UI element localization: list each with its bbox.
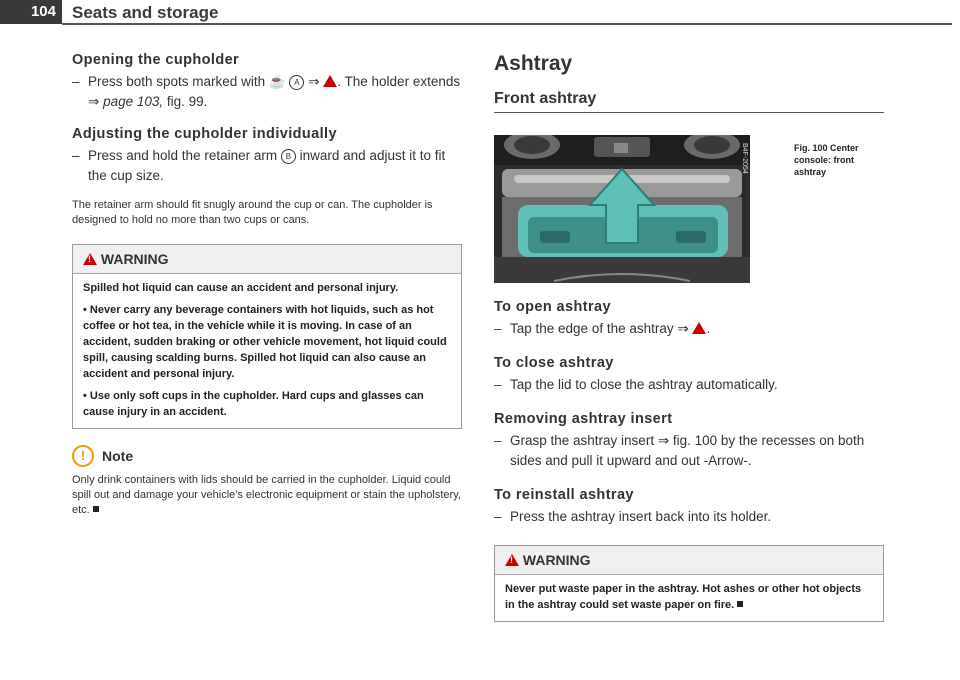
heading-close-ashtray: To close ashtray [494,355,614,371]
figure-reference: fig. 99. [163,94,208,109]
warning-body [73,274,461,428]
step-text-post: inward and adjust it to fit the cup size. [88,148,446,183]
heading-reinstall-ashtray: To reinstall ashtray [494,487,634,503]
note-text-content: Only drink containers with lids should be carried in the cupholder. Liquid could spill out and damage your vehicle's electronic equipment or stain the upholstery, etc. [72,474,461,516]
warning-body [495,575,883,621]
bullet-icon: • [83,304,90,316]
end-square-icon [737,601,743,607]
dash: – [494,321,502,336]
dash: – [72,148,80,163]
section-title: Seats and storage [72,3,219,22]
bullet-icon: • [83,390,90,402]
retainer-paragraph: The retainer arm should fit snugly around the cup or can. The cupholder is designed to hold no more than two cups or cans. [72,199,433,226]
warning-header [495,546,883,575]
cup-icon: ☕ [268,74,286,89]
dash: – [72,74,80,89]
page-reference-link[interactable]: page 103, [103,94,164,109]
warning-bullet-text: Never carry any beverage containers with hot liquids, such as hot coffee or hot tea, in the vehicle while it is moving. In case of an accident, sudden braking or other vehicle movement, hot liquid could spill, causing scalding burns. Spilled hot liquid can also cause an accident and personal injury. [83,304,447,380]
warning-title: WARNING [522,552,591,568]
left-column [72,52,462,518]
arrow-icon: ⇒ [677,321,689,336]
warning-text-content: Never put waste paper in the ashtray. Hot ashes or other hot objects in the ashtray could set waste paper on fire. [505,583,862,611]
arrow-icon: ⇒ [308,74,320,89]
step-text-post: . The holder extends [337,74,461,89]
step-text: Press the ashtray insert back into its holder. [510,509,772,524]
ashtray-illustration [494,135,750,283]
dash: – [494,509,502,524]
step-text: Grasp the ashtray insert ⇒ fig. 100 by the recesses on both sides and pull it upward and out -Arrow-. [510,433,865,468]
heading-remove-insert: Removing ashtray insert [494,411,673,427]
step-close-ashtray [494,375,884,395]
dash: – [494,433,502,448]
warning-bullet [83,302,451,382]
warning-header [73,245,461,274]
circle-a-label: A [289,75,304,90]
heading-front-ashtray: Front ashtray [494,90,884,113]
step-remove-insert [494,431,884,471]
dash: – [494,377,502,392]
page-number: 104 [0,0,62,24]
note-text [72,473,462,518]
step-text: Tap the lid to close the ashtray automatically. [510,377,778,392]
end-square-icon [93,506,99,512]
warning-text [505,581,873,613]
heading-adjusting-cupholder: Adjusting the cupholder individually [72,126,337,142]
circle-b-label: B [281,149,296,164]
ashtray-warning-box [494,545,884,622]
figure-code: B4F-2054 [741,143,748,174]
note-icon: ! [72,445,94,467]
warning-bullet [83,388,451,420]
step-text: Press both spots marked with [88,74,266,89]
warning-triangle-icon [83,253,97,265]
note-title: Note [102,448,134,464]
step-adjust-cupholder [72,146,462,186]
warning-triangle-icon [505,554,519,566]
warning-lead: Spilled hot liquid can cause an accident and personal injury. [83,282,399,294]
heading-opening-cupholder: Opening the cupholder [72,52,240,68]
right-column [494,52,884,622]
step-open-cupholder [72,72,462,112]
note-header [72,445,462,467]
step-text: Press and hold the retainer arm [88,148,278,163]
step-open-ashtray: – Tap the edge of the ashtray ⇒ ! . [494,319,884,339]
step-reinstall-ashtray [494,507,884,527]
ashtray-figure [494,135,750,283]
warning-bullet-text: Use only soft cups in the cupholder. Hard cups and glasses can cause injury in an accident. [83,390,424,418]
warning-triangle-icon [323,75,337,87]
header-rule [62,23,952,25]
step-text: Tap the edge of the ashtray [510,321,674,336]
heading-ashtray: Ashtray [494,52,573,75]
warning-title: WARNING [100,251,169,267]
heading-open-ashtray: To open ashtray [494,299,611,315]
figure-caption: Fig. 100 Center console: front ashtray [794,143,859,177]
arrow-icon: ⇒ [88,94,100,109]
cupholder-warning-box [72,244,462,429]
warning-triangle-icon [692,322,706,334]
